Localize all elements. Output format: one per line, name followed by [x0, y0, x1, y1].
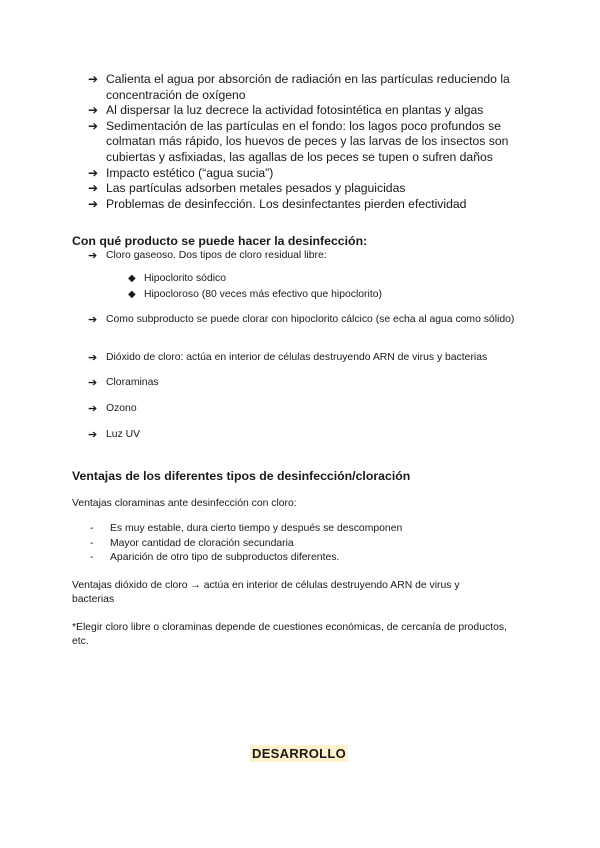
list-item: ➔ Impacto estético (“agua sucia”): [88, 165, 274, 180]
arrow-icon: ➔: [88, 165, 99, 180]
chlorine-types-list: [128, 271, 382, 303]
list-item: ➔ Cloraminas: [88, 377, 159, 389]
list-item: - Mayor cantidad de cloración secundaria: [90, 537, 402, 552]
list-item: ➔ Ozono: [88, 403, 137, 415]
list-item: ➔ Problemas de desinfección. Los desinfectantes pierden efectividad: [88, 196, 467, 211]
list-item: ➔ Sedimentación de las partículas en el fondo: los lagos poco profundos se colmatan más rápido, los huevos de peces y las larvas de los insectos son cubiertas y asfixiadas, las agallas de los peces se tupen o sufren daños: [88, 118, 509, 164]
list-item: ➔ Como subproducto se puede clorar con hipoclorito cálcico (se echa al agua como sólido): [88, 314, 515, 326]
note-paragraph: *Elegir cloro libre o cloraminas depende de cuestiones económicas, de cercanía de productos, etc.: [72, 622, 507, 647]
dash-icon: -: [90, 523, 94, 534]
diamond-icon: ◆: [128, 273, 136, 284]
arrow-icon: ➔: [88, 314, 98, 326]
list-item: - Es muy estable, dura cierto tiempo y después se descomponen: [90, 522, 402, 537]
list-item: ➔ Luz UV: [88, 429, 141, 441]
chlorine-dioxide-paragraph: Ventajas dióxido de cloro → actúa en interior de células destruyendo ARN de virus y bacterias: [72, 580, 460, 605]
disinfection-heading: Con qué producto se puede hacer la desinfección:: [72, 234, 368, 248]
arrow-icon: ➔: [88, 72, 99, 86]
arrow-icon: ➔: [88, 403, 98, 415]
list-item: ◆ Hipoclorito sódico: [128, 271, 382, 287]
list-item: ◆ Hipocloroso (80 veces más efectivo que hipoclorito): [128, 287, 382, 303]
effects-list: [88, 72, 528, 212]
arrow-icon: ➔: [88, 118, 99, 133]
arrow-icon: ➔: [88, 377, 98, 389]
list-item: ➔ Al dispersar la luz decrece la actividad fotosintética en plantas y algas: [88, 103, 484, 118]
list-item: ➔ Las partículas adsorben metales pesados y plaguicidas: [88, 181, 406, 196]
section-badge: DESARROLLO: [252, 746, 346, 761]
arrow-icon: ➔: [88, 352, 98, 364]
list-item: ➔ Calienta el agua por absorción de radiación en las partículas reduciendo la concentración de oxígeno: [88, 72, 510, 102]
arrow-icon: ➔: [88, 250, 98, 262]
chlorine-gas-item: ➔ Cloro gaseoso. Dos tipos de cloro residual libre:: [88, 250, 327, 262]
diamond-icon: ◆: [128, 289, 136, 300]
chloramines-list: [90, 522, 402, 566]
arrow-icon: ➔: [88, 429, 98, 441]
dash-icon: -: [90, 552, 94, 563]
advantages-heading: Ventajas de los diferentes tipos de desinfección/cloración: [72, 469, 411, 483]
dash-icon: -: [90, 537, 94, 549]
arrow-icon: ➔: [88, 196, 99, 211]
arrow-icon: ➔: [88, 103, 99, 118]
list-item: ➔ Dióxido de cloro: actúa en interior de células destruyendo ARN de virus y bacterias: [88, 352, 488, 364]
chloramines-intro: Ventajas cloraminas ante desinfección con cloro:: [72, 498, 297, 509]
list-item: - Aparición de otro tipo de subproductos diferentes.: [90, 551, 402, 566]
arrow-icon: ➔: [88, 181, 99, 196]
